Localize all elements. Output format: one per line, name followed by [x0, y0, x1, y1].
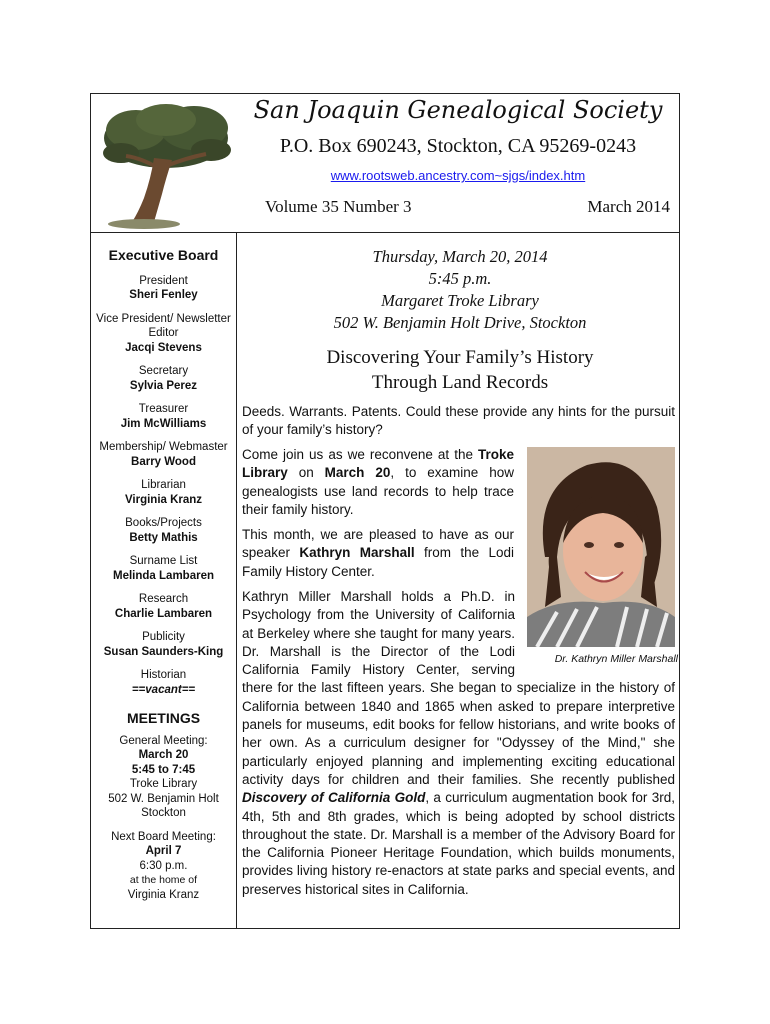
article-paragraph-1: Deeds. Warrants. Patents. Could these provide any hints for the pursuit of your family’s history? [242, 404, 675, 438]
sidebar [91, 248, 236, 902]
article-title [240, 345, 680, 395]
website-link[interactable]: www.rootsweb.ancestry.com~sjgs/index.htm [330, 168, 586, 183]
role-title: President [139, 274, 188, 287]
article-title-line1: Discovering Your Family’s History [326, 347, 594, 368]
text-run-bold: March 20 [324, 465, 391, 481]
event-time: 5:45 p.m. [428, 269, 492, 288]
general-meeting-label: General Meeting: [119, 734, 208, 747]
board-role [91, 668, 236, 697]
text-run: Come join us as we reconvene at the [242, 447, 478, 462]
board-meeting-time: 6:30 p.m. [139, 859, 188, 872]
role-name: Sylvia Perez [129, 379, 198, 392]
text-run: on [287, 465, 325, 481]
role-title: Books/Projects [125, 517, 202, 529]
event-day: Thursday, March 20, 2014 [372, 247, 548, 266]
role-name: Betty Mathis [129, 531, 198, 544]
role-name: Charlie Lambaren [114, 607, 213, 620]
general-meeting-date: March 20 [138, 749, 189, 761]
text-run: , to examine how genealogists use land records to help trace their family history. [242, 465, 514, 517]
general-meeting-place: Troke Library [129, 778, 198, 790]
board-role [91, 516, 236, 545]
role-name: ==vacant== [131, 683, 196, 696]
org-name: San Joaquin Genealogical Society [253, 96, 663, 124]
general-meeting-street: 502 W. Benjamin Holt [108, 792, 219, 805]
event-street: 502 W. Benjamin Holt Drive, Stockton [333, 313, 587, 332]
event-venue: Margaret Troke Library [381, 291, 539, 310]
text-run: , a curriculum augmentation book for 3rd, 4th, 5th and 8th grades, which is being adopted by school districts throughout the state. Dr. Marshall is a member of the Advisory Board for the California Pioneer Heritage Foundation, which builds monuments, provides living history re-enactors at state parks and special events, and preserves historical sites in California. [242, 790, 676, 897]
general-meeting-city: Stockton [141, 807, 186, 819]
mailing-address: P.O. Box 690243, Stockton, CA 95269-0243 [279, 135, 637, 157]
board-role [91, 478, 236, 507]
article-paragraph-2 [242, 446, 514, 519]
board-role [91, 630, 236, 659]
book-title: Discovery of California Gold [242, 790, 426, 806]
board-role [91, 554, 236, 583]
role-name: Virginia Kranz [124, 493, 203, 506]
column-divider [236, 233, 237, 929]
article-title-line2: Through Land Records [371, 372, 549, 393]
header-divider [90, 232, 680, 233]
general-meeting-info [91, 734, 236, 821]
role-name: Sheri Fenley [129, 289, 198, 301]
role-title: Librarian [141, 479, 186, 491]
text-run: Kathryn Miller Marshall holds a Ph.D. in Psychology from the University of California at Berkeley where she taught for many years. Dr. Marshall is the Director of the Lodi California Family History Center, serving there for the last fifteen years. She began to specialize in the history of California between 1840 and 1865 when asked to prepare interpretive panels for museums, edit books for fellow historians, and write books of her own. As a curriculum designer for "Odyssey of the Mind," she particularly enjoyed planning and implementing exciting educational activity days for children and their families. She recently published [242, 589, 675, 787]
executive-board-heading: Executive Board [108, 247, 219, 263]
text-run-bold: Troke Library [242, 447, 514, 481]
role-title: Membership/ Webmaster [99, 441, 228, 453]
text-run: from the Lodi Family History Center. [242, 545, 515, 579]
issue-date: March 2014 [587, 197, 670, 216]
text-run-bold: Kathryn Marshall [299, 545, 415, 561]
role-title: Publicity [142, 631, 185, 643]
board-role [91, 440, 236, 469]
board-meeting-host: Virginia Kranz [127, 888, 200, 901]
meetings-heading: MEETINGS [126, 710, 201, 726]
role-title: Secretary [138, 365, 189, 377]
board-role [91, 312, 236, 356]
role-name: Jim McWilliams [120, 417, 207, 430]
general-meeting-time: 5:45 to 7:45 [131, 763, 196, 776]
board-meeting-note: at the home of [129, 874, 198, 886]
speaker-photo [527, 447, 675, 647]
board-role [91, 402, 236, 431]
article-paragraph-3 [242, 526, 514, 581]
board-meeting-info [91, 830, 236, 903]
photo-caption: Dr. Kathryn Miller Marshall [554, 653, 678, 665]
event-details [240, 246, 680, 334]
role-name: Susan Saunders-King [103, 645, 224, 658]
board-role [91, 364, 236, 393]
board-role [91, 274, 236, 303]
role-title: Treasurer [138, 403, 189, 415]
role-name: Barry Wood [131, 455, 196, 468]
board-role [91, 592, 236, 621]
tree-logo-icon [96, 98, 236, 230]
role-title: Vice President/ Newsletter Editor [96, 312, 231, 339]
role-name: Melinda Lambaren [113, 569, 214, 582]
role-title: Surname List [129, 555, 198, 567]
text-run: This month, we are pleased to have as our speaker [242, 527, 514, 561]
volume-number: Volume 35 Number 3 [265, 197, 412, 216]
board-meeting-label: Next Board Meeting: [111, 830, 216, 843]
role-title: Research [138, 593, 189, 605]
role-title: Historian [140, 669, 187, 681]
role-name: Jacqi Stevens [125, 341, 202, 354]
board-meeting-date: April 7 [145, 845, 182, 857]
